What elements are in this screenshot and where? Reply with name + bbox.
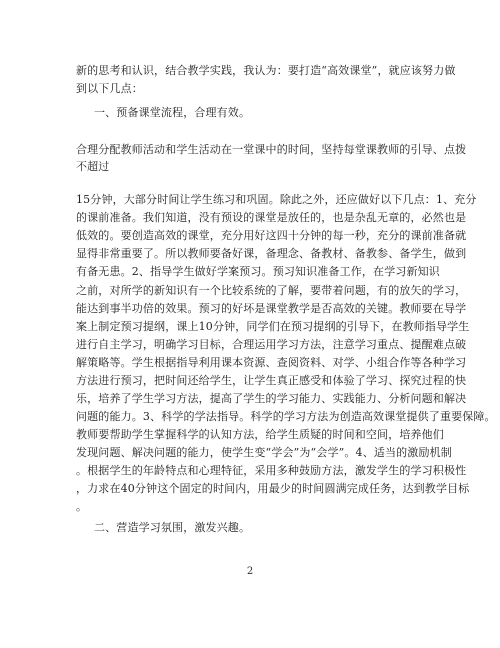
paragraph-line: 方法进行预习，把时间还给学生，让学生真正感受和体验了学习、探究过程的快	[76, 374, 467, 387]
paragraph-line: 之前，对所学的新知识有一个比较系统的了解，要带着问题，有的放矢的学习，	[76, 284, 467, 297]
page-number: 2	[246, 566, 254, 577]
paragraph-intro-line-2: 到以下几点：	[76, 82, 143, 95]
paragraph-line: 低效的。要创造高效的课堂，充分用好这四十分钟的每一秒，充分的课前准备就	[76, 229, 467, 242]
paragraph-line: 解策略等。学生根据指导利用课本资源、查阅资料、对学、小组合作等各种学习	[76, 356, 467, 369]
paragraph-line: 合理分配教师活动和学生活动在一堂课中的时间，坚持每堂课教师的引导、点拨	[76, 143, 467, 156]
section-heading-2: 二、营造学习氛围，激发兴趣。	[94, 521, 251, 534]
paragraph-intro-line-1: 新的思考和认识，结合教学实践，我认为：要打造“高效课堂”，就应该努力做	[76, 64, 456, 77]
paragraph-line: 15分钟，大部分时间让学生练习和巩固。除此之外，还应做好以下几点：1、充分	[76, 193, 477, 206]
paragraph-line: 显得非常重要了。所以教师要备好课，备理念、备教材、备教参、备学生，做到	[76, 247, 467, 260]
paragraph-line: 有备无患。2、指导学生做好学案预习。预习知识准备工作，在学习新知识	[76, 265, 440, 278]
paragraph-line: 能达到事半功倍的效果。预习的好坏是课堂教学是否高效的关键。教师要在导学	[76, 302, 467, 315]
paragraph-line: 的课前准备。我们知道，没有预设的课堂是放任的，也是杂乱无章的，必然也是	[76, 211, 467, 224]
paragraph-line: 案上制定预习提纲，课上10分钟，同学们在预习提纲的引导下，在教师指导学生	[76, 320, 470, 333]
section-heading-1: 一、预备课堂流程，合理有效。	[94, 106, 251, 119]
paragraph-line: 教师要帮助学生掌握科学的认知方法，给学生质疑的时间和空间，培养他们	[76, 428, 444, 441]
paragraph-line: 发现问题、解决问题的能力，使学生变“学会”为“会学”。4、适当的激励机制	[76, 446, 452, 459]
paragraph-line: 不超过	[76, 160, 110, 173]
paragraph-line: 乐，培养了学生学习方法，提高了学生的学习能力、实践能力、分析问题和解决	[76, 392, 467, 405]
paragraph-line: 问题的能力。3、科学的学法指导。科学的学习方法为创造高效课堂提供了重要保障。	[76, 410, 496, 423]
paragraph-line: 。	[76, 500, 88, 513]
paragraph-line: ，力求在40分钟这个固定的时间内，用最少的时间圆满完成任务，达到教学目标	[76, 482, 470, 495]
paragraph-line: 进行自主学习，明确学习目标，合理运用学习方法，注意学习重点、提醒难点破	[76, 338, 467, 351]
paragraph-line: 。根据学生的年龄特点和心理特征，采用多种鼓励方法，激发学生的学习积极性	[76, 464, 467, 477]
